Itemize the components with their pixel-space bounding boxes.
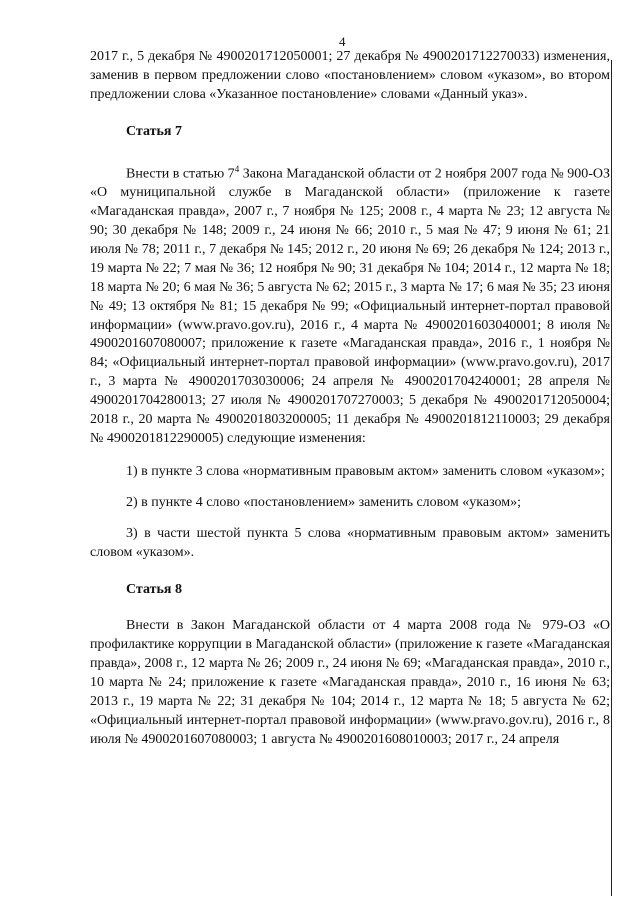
article-7-heading: Статья 7 (126, 123, 182, 139)
article-7-intro-rest: Закона Магаданской области от 2 ноября 2007 года № 900-ОЗ «О муниципальной службе в Магаданской области» (приложение к газете «Магаданская правда», 2007 г., 7 ноября № 125; 2008 г., 4 марта № 23; 12 августа № 90; 30 декабря № 148; 2009 г., 24 июня № 66; 2010 г., 5 мая № 47; 9 июня № 61; 21 июля № 78; 2011 г., 7 декабря № 145; 2012 г., 20 июня № 69; 26 декабря № 124; 2013 г., 19 марта № 22; 7 мая № 36; 12 ноября № 90; 31 декабря № 104; 2014 г., 12 марта № 18; 18 марта № 20; 6 мая № 36; 5 августа № 62; 2015 г., 3 марта № 17; 6 мая № 35; 23 июня № 49; 13 октября № 81; 15 декабря № 99; «Официальный интернет-портал правовой информации» (www.pravo.gov.ru), 2016 г., 4 марта № 4900201603040001; 8 июля № 4900201607080007; приложение к газете «Магаданская правда», 2016 г., 1 ноября № 84; «Официальный интернет-портал правовой информации» (www.pravo.gov.ru), 2017 г., 3 марта № 4900201703030006; 24 апреля № 4900201704240001; 28 апреля № 4900201704280013; 27 июля № 4900201707270003; 5 декабря № 4900201712050004; 2018 г., 20 марта № 4900201803200005; 11 декабря № 4900201812110003; 29 декабря № 4900201812290005) следующие изменения: (90, 166, 610, 446)
article-7-superscript: 4 (234, 163, 240, 174)
article-7-intro (90, 160, 610, 449)
article-7-item-1: 1) в пункте 3 слова «нормативным правовым актом» заменить словом «указом»; (126, 463, 605, 479)
article-8-intro: Внести в Закон Магаданской области от 4 марта 2008 года № 979-ОЗ «О профилактике коррупции в Магаданской области» (приложение к газете «Магаданская правда», 2008 г., 12 марта № 26; 2009 г., 24 июня № 69; «Магаданская правда», 2010 г., 10 марта № 24; приложение к газете «Магаданская правда», 2010 г., 16 июня № 63; 2013 г., 19 марта № 22; 31 декабря № 104; 2014 г., 12 марта № 18; 5 августа № 62; «Официальный интернет-портал правовой информации» (www.pravo.gov.ru), 2016 г., 8 июля № 4900201607080003; 1 августа № 4900201608010003; 2017 г., 24 апреля (90, 618, 610, 747)
article-7-item-2: 2) в пункте 4 слово «постановлением» заменить словом «указом»; (126, 494, 522, 510)
page-number: 4 (339, 34, 346, 49)
scan-edge-line (611, 60, 612, 896)
document-body (90, 48, 610, 750)
article-7-intro-start: Внести в статью 7 (126, 166, 235, 182)
continued-paragraph: 2017 г., 5 декабря № 4900201712050001; 27 декабря № 4900201712270033) изменения, заменив в первом предложении слово «постановлением» словом «указом», во втором предложении слова «Указанное постановление» словами «Данный указ». (90, 49, 610, 102)
article-7-item-3: 3) в части шестой пункта 5 слова «нормативным правовым актом» заменить словом «указом». (90, 525, 610, 560)
article-8-heading: Статья 8 (126, 581, 182, 597)
